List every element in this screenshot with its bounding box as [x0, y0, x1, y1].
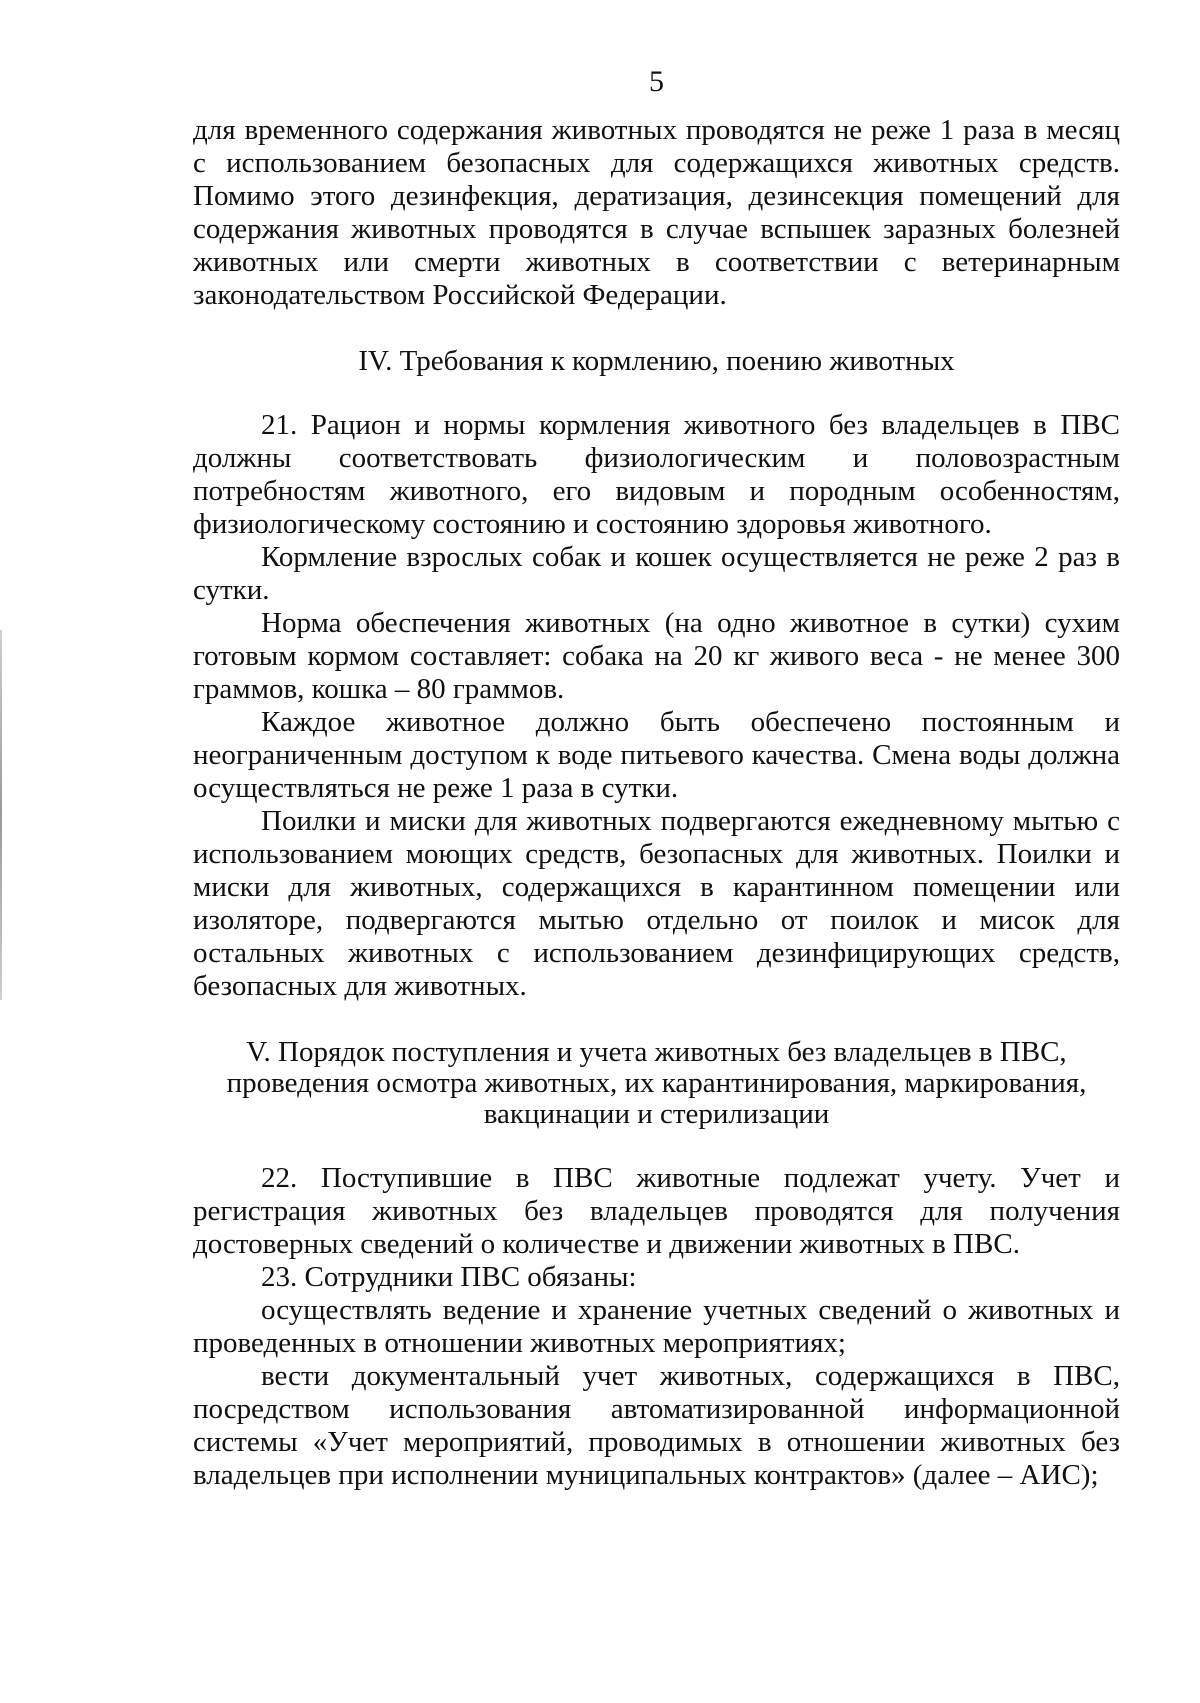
spacer: [193, 1003, 1120, 1037]
paragraph-bowls-washing: Поилки и миски для животных подвергаются ежедневному мытью с использованием моющих средств, безопасных для животных. Поилки и миски для животных, содержащихся в карантинном помещении или изоляторе, подвергаются мытью отдельно от поилок и мисок для остальных животных с использованием дезинфицирующих средств, безопасных для животных.: [193, 805, 1120, 1002]
section-4-heading: IV. Требования к кормлению, поению животных: [358, 345, 955, 377]
paragraph-continuation: для временного содержания животных проводятся не реже 1 раза в месяц с использованием безопасных для содержащихся животных средств. Помимо этого дезинфекция, дератизация, дезинсекция помещений для содержания животных проводятся в случае вспышек заразных болезней животных или смерти животных в соответствии с ветеринарным законодательством Российской Федерации.: [193, 114, 1120, 311]
paragraph-23: 23. Сотрудники ПВС обязаны:: [261, 1261, 637, 1293]
paragraph-21: 21. Рацион и нормы кормления животного без владельцев в ПВС должны соответствовать физиологическим и половозрастным потребностям животного, его видовым и породным особенностям, физиологическому состоянию и состоянию здоровья животного.: [193, 409, 1120, 540]
spacer: [193, 1130, 1120, 1162]
section-5-heading-line: вакцинации и стерилизации: [483, 1098, 830, 1130]
page-number: 5: [649, 65, 664, 98]
spacer: [193, 312, 1120, 346]
spacer: [193, 377, 1120, 409]
paragraph-feeding-frequency: Кормление взрослых собак и кошек осуществляется не реже 2 раз в сутки.: [193, 541, 1120, 606]
paragraph-water-access: Каждое животное должно быть обеспечено постоянным и неограниченным доступом к воде питьевого качества. Смена воды должна осуществляться не реже 1 раза в сутки.: [193, 706, 1120, 804]
paragraph-duty-ais: вести документальный учет животных, содержащихся в ПВС, посредством использования автоматизированной информационной системы «Учет мероприятий, проводимых в отношении животных без владельцев при исполнении муниципальных контрактов» (далее – АИС);: [193, 1360, 1120, 1491]
section-5-heading-line: V. Порядок поступления и учета животных без владельцев в ПВС,: [246, 1036, 1067, 1068]
section-5-heading-line: проведения осмотра животных, их карантинирования, маркирования,: [226, 1067, 1087, 1099]
scan-edge-mark: [0, 630, 2, 1000]
paragraph-duty-records: осуществлять ведение и хранение учетных сведений о животных и проведенных в отношении животных мероприятиях;: [193, 1294, 1120, 1359]
section-5-heading: [193, 1037, 1120, 1130]
paragraph-feed-norm: Норма обеспечения животных (на одно животное в сутки) сухим готовым кормом составляет: собака на 20 кг живого веса - не менее 300 граммов, кошка – 80 граммов.: [193, 607, 1120, 705]
paragraph-22: 22. Поступившие в ПВС животные подлежат учету. Учет и регистрация животных без владельцев проводятся для получения достоверных сведений о количестве и движении животных в ПВС.: [193, 1162, 1120, 1260]
